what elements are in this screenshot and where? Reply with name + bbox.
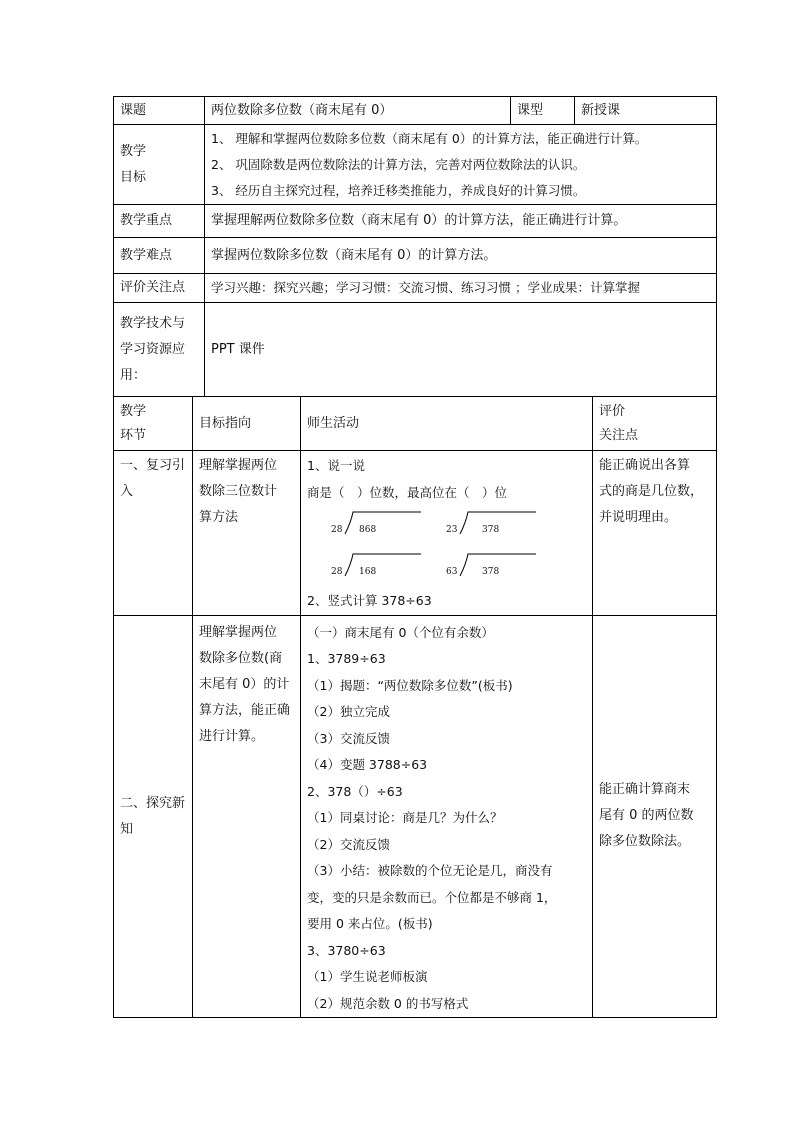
activity-line: 1、3789÷63 <box>307 651 386 666</box>
topic-label: 课题 <box>114 97 205 125</box>
evaluation-value: 学习兴趣：探究兴趣；学习习惯：交流习惯、练习习惯 ；学业成果：计算掌握 <box>205 274 717 303</box>
evaluation-row <box>114 274 717 303</box>
explore-row <box>114 615 717 1018</box>
activity-line: 要用 0 来占位。(板书) <box>307 916 433 931</box>
activity-line: 3、3780÷63 <box>307 942 386 958</box>
objective-item: 2、 巩固除数是两位数除法的计算方法，完善对两位数除法的认识。 <box>211 156 586 172</box>
activity-line: （3）小结：被除数的个位无论是几，商没有 <box>307 863 553 878</box>
eval-header: 评价 关注点 <box>593 397 717 451</box>
evaluation-label: 评价关注点 <box>114 274 205 303</box>
division-bracket-icon <box>343 552 423 578</box>
goal-header: 目标指向 <box>193 397 301 451</box>
long-division: 23 378 <box>446 510 556 540</box>
activity-line: （2）规范余数 0 的书写格式 <box>307 995 469 1011</box>
activity-line: 2、378（）÷63 <box>307 783 403 799</box>
activity-line: （2）交流反馈 <box>307 836 390 852</box>
difficulty-value: 掌握两位数除多位数（商末尾有 0）的计算方法。 <box>205 238 717 274</box>
key-point-row <box>114 205 717 238</box>
resources-label: 教学技术与 学习资源应 用： <box>114 303 205 397</box>
review-eval: 能正确说出各算 式的商是几位数， 并说明理由。 <box>593 451 717 616</box>
activity-line: 变，变的只是余数而已。个位都是不够商 1， <box>307 889 557 905</box>
activity-header: 师生活动 <box>301 397 593 451</box>
topic-row <box>114 97 717 125</box>
difficulty-row <box>114 238 717 274</box>
explore-stage: 二、探究新 知 <box>114 615 193 1018</box>
objectives-label: 教学 目标 <box>114 125 205 205</box>
objectives-list <box>205 125 717 205</box>
long-division: 28 868 <box>331 510 441 540</box>
activity-line: （3）交流反馈 <box>307 730 390 746</box>
explore-goal: 理解掌握两位 数除多位数(商 末尾有 0）的计 算方法，能正确 进行计算。 <box>193 615 301 1018</box>
objectives-row <box>114 125 717 205</box>
objective-item: 1、 理解和掌握两位数除多位数（商末尾有 0）的计算方法，能正确进行计算。 <box>211 130 648 146</box>
review-row <box>114 451 717 616</box>
type-value: 新授课 <box>575 97 717 125</box>
activity-line: （4）变题 3788÷63 <box>307 757 428 772</box>
difficulty-label: 教学难点 <box>114 238 205 274</box>
lesson-info-table <box>113 96 717 397</box>
topic-value: 两位数除多位数（商末尾有 0） <box>205 97 511 125</box>
activity-line: （1）学生说老师板演 <box>307 969 428 984</box>
type-label: 课型 <box>511 97 575 125</box>
stage-header: 教学 环节 <box>114 397 193 451</box>
teaching-process-table <box>113 396 717 1018</box>
activity-line: （一）商末尾有 0（个位有余数） <box>307 624 494 640</box>
review-stage: 一、复习引 入 <box>114 451 193 616</box>
key-point-value: 掌握理解两位数除多位数（商末尾有 0）的计算方法，能正确进行计算。 <box>205 205 717 238</box>
explore-eval: 能正确计算商末 尾有 0 的两位数 除多位数除法。 <box>593 615 717 1018</box>
resources-value: PPT 课件 <box>205 303 717 397</box>
objective-item: 3、 经历自主探究过程，培养迁移类推能力，养成良好的计算习惯。 <box>211 182 586 198</box>
process-header-row <box>114 397 717 451</box>
activity-line: （1）同桌讨论：商是几？为什么？ <box>307 810 503 825</box>
key-point-label: 教学重点 <box>114 205 205 238</box>
long-division: 28 168 <box>331 552 441 582</box>
resources-row <box>114 303 717 397</box>
long-division: 63 378 <box>446 552 556 582</box>
activity-line: （1）揭题：“两位数除多位数”(板书) <box>307 677 513 693</box>
review-goal: 理解掌握两位 数除三位数计 算方法 <box>193 451 301 616</box>
activity-line: （2）独立完成 <box>307 704 390 719</box>
long-division-group <box>307 506 586 588</box>
explore-activity <box>301 615 593 1018</box>
division-bracket-icon <box>343 510 423 536</box>
review-activity: 1、说一说 商是（ ）位数，最高位在（ ）位 28 868 23 378 28 168 63 378 2、竖式计算 378÷63 <box>301 451 593 616</box>
